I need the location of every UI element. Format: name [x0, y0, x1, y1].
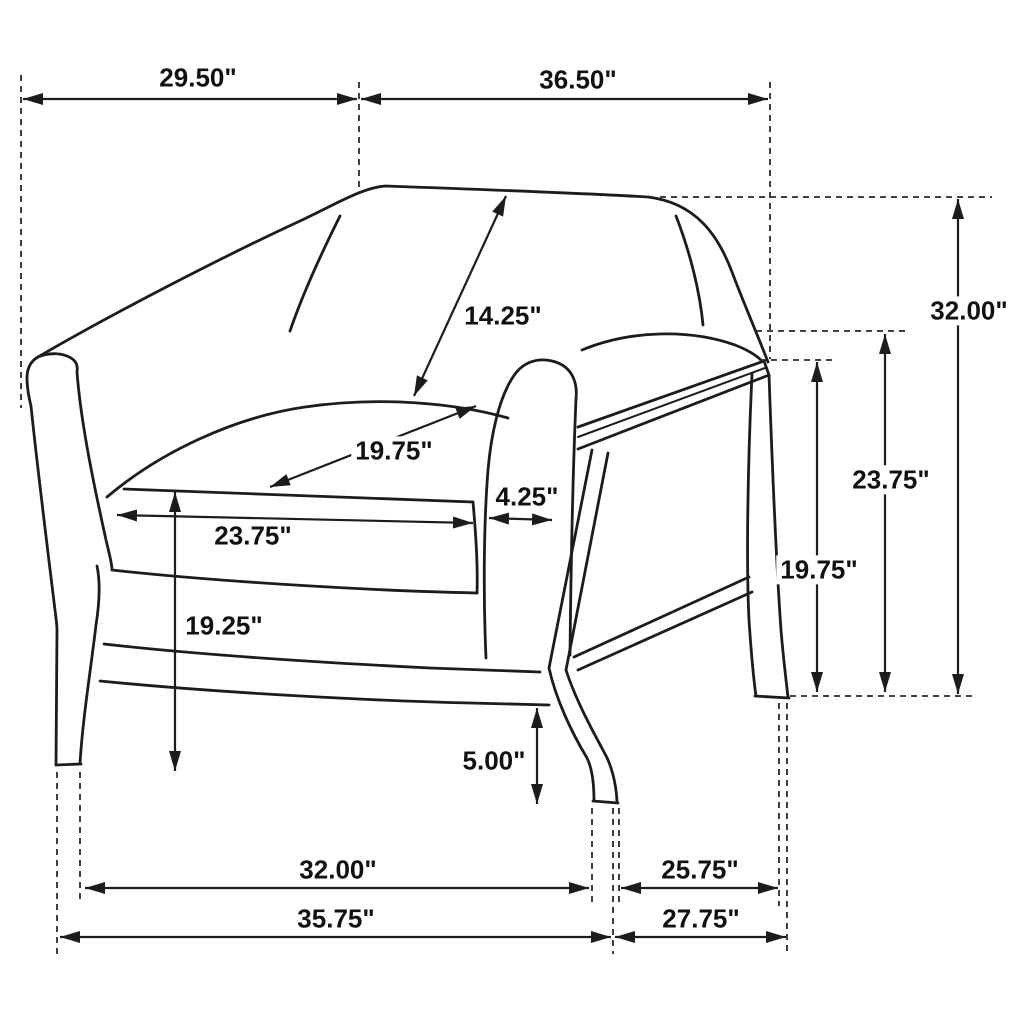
- rear-right-foot: [755, 696, 789, 698]
- dimension-label-seat-width: 23.75": [210, 521, 295, 550]
- seat-cushion-right-edge: [473, 502, 477, 593]
- dimension-label-base-depth-side: 25.75": [657, 855, 742, 884]
- frame-stretcher-bottom: [578, 592, 752, 670]
- side-panel-top-edge: [582, 334, 762, 361]
- frame-top-rail-top: [578, 361, 764, 427]
- dimension-label-base-depth-front: 32.00": [295, 855, 380, 884]
- base-rail-top-edge: [104, 644, 540, 672]
- dimension-label-front-leg-height: 5.00": [459, 746, 530, 775]
- left-arm-cap-and-inner-edge: [38, 354, 112, 570]
- front-right-foot: [593, 801, 618, 803]
- arrow-arm-top-width: [489, 518, 552, 520]
- dimension-label-top-width-right: 36.50": [535, 65, 620, 94]
- dimension-label-overall-height: 32.00": [926, 296, 1011, 325]
- dimension-label-top-width-left: 29.50": [155, 63, 240, 92]
- seat-cushion-front-top-edge: [124, 489, 473, 502]
- dimension-label-overall-depth-side: 27.75": [658, 904, 743, 933]
- frame-rear-post-right: [769, 375, 788, 697]
- backrest-right-seam: [676, 216, 703, 325]
- extension-lines: [21, 75, 992, 954]
- frame-rear-post-left: [748, 374, 756, 696]
- dimension-label-seat-depth-diagonal: 19.75": [351, 436, 436, 465]
- dimension-label-backrest-diagonal: 14.25": [460, 301, 545, 330]
- chair-illustration: [27, 186, 789, 803]
- dimension-label-overall-depth-front: 35.75": [293, 904, 378, 933]
- dimension-label-arm-top-width: 4.25": [492, 482, 563, 511]
- frame-top-rail-ledge: [578, 368, 765, 437]
- dimension-arrows: [23, 99, 958, 937]
- front-left-foot: [56, 764, 81, 765]
- dimension-label-frame-back-height: 23.75": [848, 465, 933, 494]
- dimension-label-seat-front-height: 19.25": [181, 611, 266, 640]
- left-arm-outer-edge: [27, 357, 57, 765]
- base-rail-bottom-edge: [100, 681, 549, 705]
- frame-stretcher-top: [574, 577, 749, 657]
- backrest-outline: [38, 186, 768, 362]
- frame-top-rail-bottom: [578, 375, 769, 449]
- backrest-left-seam: [290, 216, 340, 331]
- seat-cushion-bottom-edge: [112, 570, 477, 593]
- dimension-label-frame-arm-height: 19.75": [776, 555, 861, 584]
- arrow-backrest-diagonal: [414, 196, 506, 396]
- front-left-leg-inner-edge: [80, 566, 99, 763]
